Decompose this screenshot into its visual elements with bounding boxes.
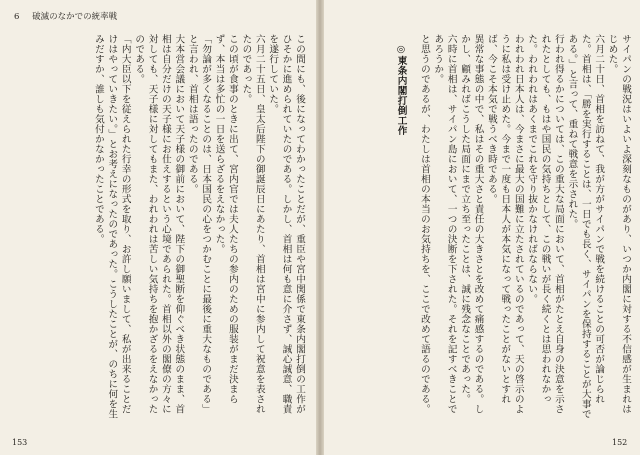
right-page: [322, 0, 640, 455]
paragraph: 六月二十日、首相を訪ねて、我が方がサイパンで戦を続けることの可否が論じられた。首相は、「勝を実行することは、一日でも長く、サイパンを保持することが大事である。」と言って、重ねて戦意を示された。: [566, 34, 605, 420]
running-head: [14, 10, 117, 22]
paragraph: サイパンの戦況はいよいよ深刻なものがあり、いつか内閣に対する不信感が生まれはじめた。: [606, 34, 631, 414]
left-text-column: [14, 34, 306, 422]
paragraph: 六時に首相は、サイパン島において、一つの決断を下された。それを記すべきことであろうか。: [432, 34, 457, 414]
left-page: [0, 0, 318, 455]
paragraph: 「内大臣以下を従えられた行幸の形式を取り、お許し願いまして、私が出来ることだけはやっていきたい。」とお考えになったのであった。こうしたことが、のちに何を生みだすか、誰しも気付かなかったことである。: [92, 34, 131, 420]
paragraph: われわれ日本人は、今まさに最大の国難に立たされているのであって、天の啓示のように私は受け止めた。今まで一度も日本人が本気になって戦ったことがないとすれば、今こそ本気で戦うべき時である。: [485, 34, 524, 414]
page-number: 153: [12, 438, 28, 447]
right-text-column: [332, 34, 632, 422]
paragraph: 六月二十五日、皇太后陛下の御誕辰日にあたり、首相は宮中に参内して祝意を表されたのであった。: [240, 34, 265, 414]
running-head-title: 破滅のなかでの統率戦: [32, 12, 118, 22]
paragraph: この頃が食事のときに出て、宮内官では夫人たちの参内のための服装がまだ決まらず、本当は多忙の一日を送らざるをえなかった。: [213, 34, 238, 404]
section-heading: ◎東条内閣打倒工作: [395, 44, 407, 136]
paragraph: 大本営会議において天子様の御前において、陛下の御聖断を仰ぐべき状態のまま、首相は自分だけの天子様にお仕えするという心境であられた。首相以外の閣僚の方々に対しても、天子様に対してもまた、われわれは苦しい気持ちを抱かざるをえなかったのである。: [133, 34, 185, 414]
paragraph: 「勿論が多くなることのは、日本国民の心をつかむことに最後に重大なものである」と言われ、首相は語ったのである。: [186, 34, 212, 414]
page-number: 152: [612, 438, 628, 447]
paragraph: 異常な事態の中で、私はその重大さと責任の大きさとを改めて痛感するのである。しかし、顧みればこうした局面にまで立ち至ったことは、誠に残念なことであった。: [459, 34, 484, 414]
running-head-number: 6: [14, 12, 20, 22]
paragraph: と思うのであるが、わたしは首相の本当のお気持ちを、ここで改めて語るのである。: [418, 34, 430, 414]
book-gutter: [316, 0, 324, 455]
paragraph: 行われ得るかについては、この重大な局面において、首相がたとえ自身の決意を示されたとしても、もはや国民の気持ちとして、この戦いが長く続くとは思われなかった。われわれはあくまでこれを守り抜かなければならない。: [526, 34, 564, 414]
paragraph: この間にも、後になってわかったことだが、重臣や宮中関係で東条内閣打倒の工作がひそかに進められていたのである。しかし、首相は何も意に介さず、誠心誠意、職責を遂行していた。: [267, 34, 305, 414]
